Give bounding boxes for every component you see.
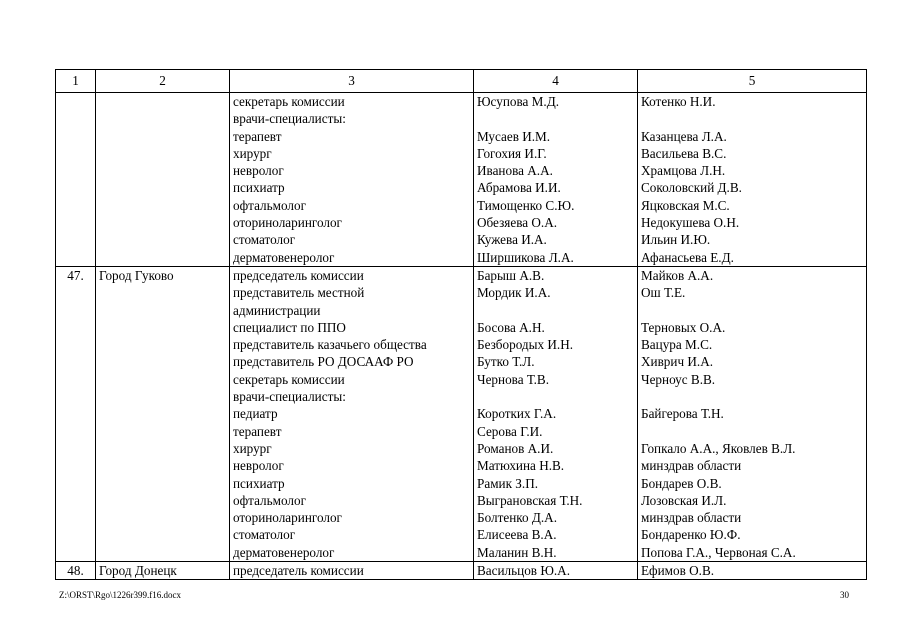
header-row bbox=[56, 70, 867, 93]
main-member: Мордик И.А. bbox=[477, 285, 551, 301]
reserve-member: Терновых О.А. bbox=[641, 319, 726, 335]
commission-table bbox=[55, 69, 867, 580]
reserve-member: Попова Г.А., Червоная С.А. bbox=[641, 544, 796, 560]
main-member: Ширшикова Л.А. bbox=[477, 249, 574, 265]
role-label: секретарь комиссии bbox=[233, 371, 345, 387]
row-number bbox=[59, 93, 92, 110]
city-name: Город Донецк bbox=[99, 563, 177, 579]
reserve-member: Казанцева Л.А. bbox=[641, 128, 727, 144]
main-member: Босова А.Н. bbox=[477, 319, 545, 335]
reserve-member: Черноус В.В. bbox=[641, 371, 716, 387]
main-member: Иванова А.А. bbox=[477, 163, 553, 179]
table-row bbox=[56, 266, 867, 561]
main-member: Романов А.И. bbox=[477, 440, 554, 456]
reserve-member: Котенко Н.И. bbox=[641, 94, 716, 109]
city-cell bbox=[96, 266, 230, 561]
main-member bbox=[477, 110, 634, 127]
row-number-cell bbox=[56, 93, 96, 267]
reserve-member: Ош Т.Е. bbox=[641, 285, 686, 301]
reserve-member: Лозовская И.Л. bbox=[641, 492, 727, 508]
role-label: хирург bbox=[233, 440, 272, 456]
row-number: 47. bbox=[67, 267, 84, 283]
city-name: Город Гуково bbox=[99, 267, 174, 283]
roles-cell bbox=[230, 266, 474, 561]
main-member: Тимощенко С.Ю. bbox=[477, 197, 575, 213]
role-label: психиатр bbox=[233, 475, 285, 491]
reserve-member: Байгерова Т.Н. bbox=[641, 406, 724, 422]
main-member: Коротких Г.А. bbox=[477, 406, 557, 422]
role-label: представитель местной bbox=[233, 285, 365, 301]
reserve-member: Соколовский Д.В. bbox=[641, 180, 742, 196]
main-member: Васильцов Ю.А. bbox=[477, 563, 571, 579]
main-member: Матюхина Н.В. bbox=[477, 458, 565, 474]
role-label: хирург bbox=[233, 145, 272, 161]
header-cell-1: 1 bbox=[56, 70, 96, 93]
table-row bbox=[56, 562, 867, 580]
role-label: администрации bbox=[233, 302, 321, 318]
role-label: врачи-специалисты: bbox=[233, 389, 346, 405]
role-label: терапевт bbox=[233, 423, 282, 439]
city-cell bbox=[96, 93, 230, 267]
reserve-member: Васильева В.С. bbox=[641, 145, 727, 161]
main-member: Барыш А.В. bbox=[477, 267, 545, 283]
main-member: Кужева И.А. bbox=[477, 232, 547, 248]
role-label: невролог bbox=[233, 163, 284, 179]
role-label: председатель комиссии bbox=[233, 267, 364, 283]
main-members-cell bbox=[474, 93, 638, 267]
main-members-cell bbox=[474, 562, 638, 580]
reserve-member: минздрав области bbox=[641, 510, 742, 526]
reserve-member: Хиврич И.А. bbox=[641, 354, 714, 370]
role-label: стоматолог bbox=[233, 232, 296, 248]
role-label: оториноларинголог bbox=[233, 510, 342, 526]
role-label: представитель РО ДОСААФ РО bbox=[233, 354, 414, 370]
reserve-member: Яцковская М.С. bbox=[641, 197, 730, 213]
role-label: педиатр bbox=[233, 406, 278, 422]
main-member bbox=[477, 302, 634, 319]
reserve-member bbox=[641, 423, 863, 440]
city-name bbox=[99, 93, 226, 110]
role-label: оториноларинголог bbox=[233, 215, 342, 231]
reserve-members-cell bbox=[638, 93, 867, 267]
reserve-members-cell bbox=[638, 266, 867, 561]
reserve-members-cell bbox=[638, 562, 867, 580]
reserve-member: Афанасьева Е.Д. bbox=[641, 249, 734, 265]
role-label: врачи-специалисты: bbox=[233, 111, 346, 127]
main-member: Елисеева В.А. bbox=[477, 527, 557, 543]
row-number-cell bbox=[56, 266, 96, 561]
reserve-member: Майков А.А. bbox=[641, 267, 714, 283]
role-label: психиатр bbox=[233, 180, 285, 196]
reserve-member: Бондаренко Ю.Ф. bbox=[641, 527, 741, 543]
reserve-member bbox=[641, 388, 863, 405]
role-label: дерматовенеролог bbox=[233, 544, 335, 560]
role-label: терапевт bbox=[233, 128, 282, 144]
main-member: Болтенко Д.А. bbox=[477, 510, 557, 526]
reserve-member: Бондарев О.В. bbox=[641, 475, 722, 491]
file-path: Z:\ORST\Rgo\1226r399.f16.docx bbox=[59, 590, 181, 600]
role-label: невролог bbox=[233, 458, 284, 474]
reserve-member: Недокушева О.Н. bbox=[641, 215, 740, 231]
roles-cell bbox=[230, 93, 474, 267]
header-cell-4: 4 bbox=[474, 70, 638, 93]
reserve-member bbox=[641, 110, 863, 127]
table-row bbox=[56, 93, 867, 267]
role-label: офтальмолог bbox=[233, 197, 306, 213]
reserve-member: минздрав области bbox=[641, 458, 742, 474]
row-number: 48. bbox=[67, 563, 84, 579]
header-cell-3: 3 bbox=[230, 70, 474, 93]
main-member: Гогохия И.Г. bbox=[477, 145, 547, 161]
city-cell bbox=[96, 562, 230, 580]
roles-cell bbox=[230, 562, 474, 580]
role-label: стоматолог bbox=[233, 527, 296, 543]
main-member: Безбородых И.Н. bbox=[477, 337, 574, 353]
main-member bbox=[477, 388, 634, 405]
main-member: Абрамова И.И. bbox=[477, 180, 561, 196]
reserve-member bbox=[641, 302, 863, 319]
reserve-member: Ильин И.Ю. bbox=[641, 232, 711, 248]
main-member: Обезяева О.А. bbox=[477, 215, 558, 231]
reserve-member: Храмцова Л.Н. bbox=[641, 163, 726, 179]
role-label: офтальмолог bbox=[233, 492, 306, 508]
header-cell-2: 2 bbox=[96, 70, 230, 93]
main-members-cell bbox=[474, 266, 638, 561]
role-label: председатель комиссии bbox=[233, 563, 364, 579]
header-cell-5: 5 bbox=[638, 70, 867, 93]
reserve-member: Гопкало А.А., Яковлев В.Л. bbox=[641, 440, 796, 456]
main-member: Чернова Т.В. bbox=[477, 371, 549, 387]
role-label: секретарь комиссии bbox=[233, 94, 345, 109]
role-label: специалист по ППО bbox=[233, 319, 346, 335]
main-member: Серова Г.И. bbox=[477, 423, 543, 439]
row-number-cell bbox=[56, 562, 96, 580]
main-member: Мусаев И.М. bbox=[477, 128, 551, 144]
main-member: Выграновская Т.Н. bbox=[477, 492, 583, 508]
reserve-member: Вацура М.С. bbox=[641, 337, 713, 353]
main-member: Бутко Т.Л. bbox=[477, 354, 535, 370]
role-label: представитель казачьего общества bbox=[233, 337, 427, 353]
main-member: Маланин В.Н. bbox=[477, 544, 557, 560]
role-label: дерматовенеролог bbox=[233, 249, 335, 265]
page-number: 30 bbox=[840, 590, 849, 600]
main-member: Юсупова М.Д. bbox=[477, 94, 559, 109]
reserve-member: Ефимов О.В. bbox=[641, 563, 715, 579]
main-member: Рамик З.П. bbox=[477, 475, 539, 491]
